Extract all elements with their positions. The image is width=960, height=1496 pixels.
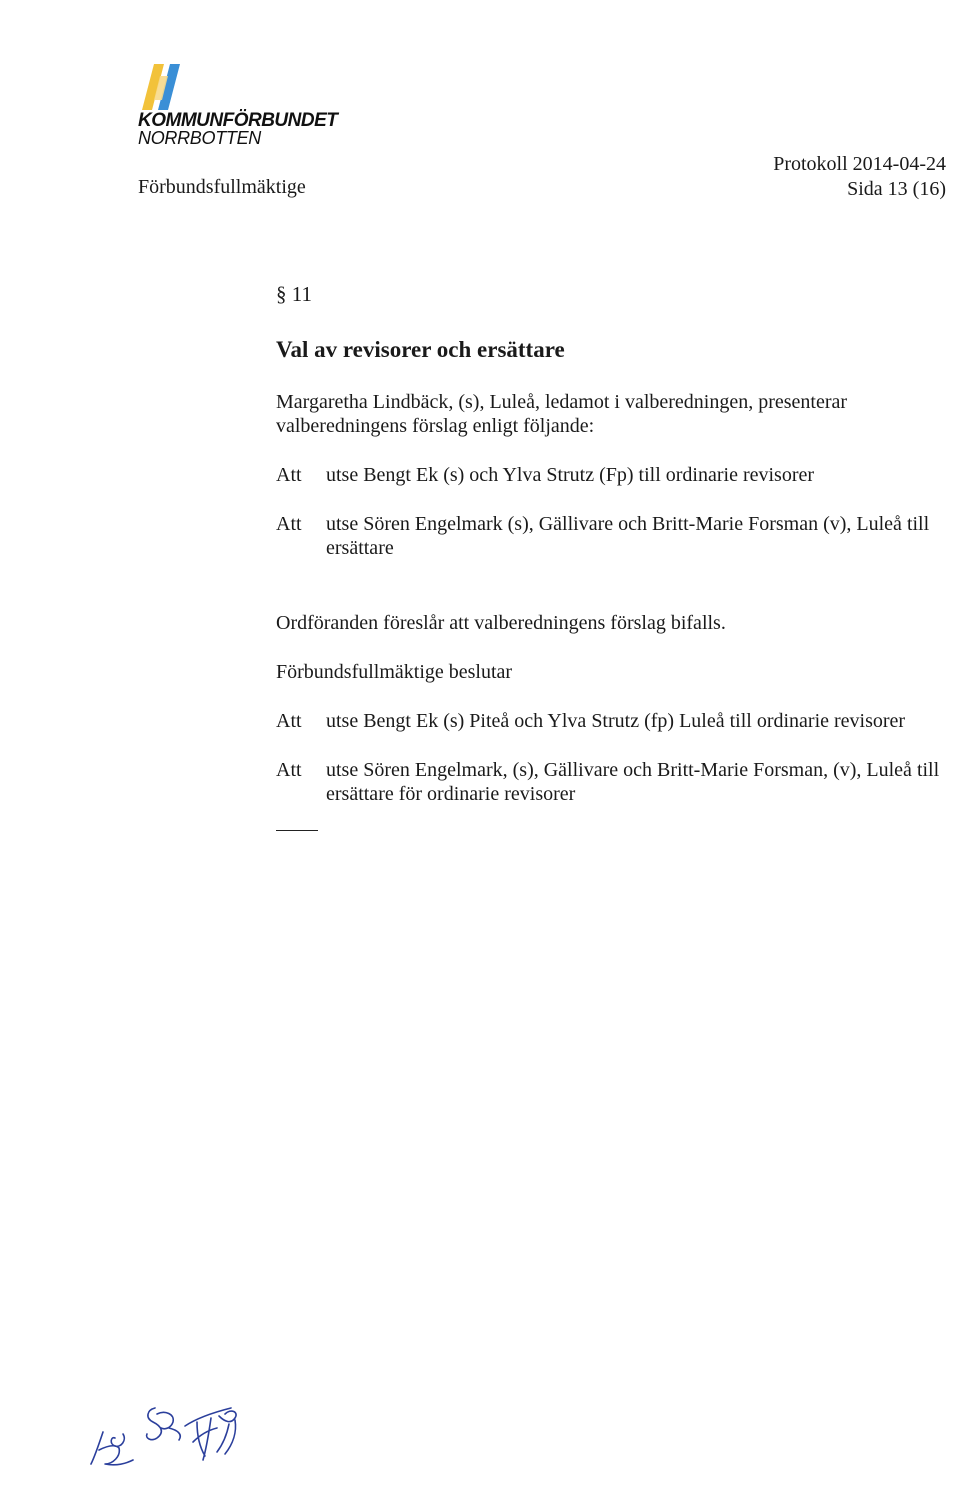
- end-rule: [276, 830, 318, 831]
- signature-initials: [85, 1398, 265, 1472]
- decision-text: utse Bengt Ek (s) Piteå och Ylva Strutz (fp) Luleå till ordinarie revisorer: [326, 710, 906, 732]
- logo-mark-icon: [140, 62, 190, 114]
- section-number: § 11: [276, 282, 312, 306]
- proposal-keyword: Att: [276, 464, 302, 486]
- decision-keyword: Att: [276, 759, 302, 781]
- proposal-keyword: Att: [276, 513, 302, 535]
- logo-region-name: NORRBOTTEN: [138, 128, 262, 148]
- decision-text: utse Sören Engelmark, (s), Gällivare och Britt-Marie Forsman, (v), Luleå till ersättare för ordinarie revisorer: [326, 759, 940, 805]
- decision-row: [276, 758, 960, 806]
- page-number: Sida 13 (16): [847, 178, 946, 200]
- intro-paragraph: Margaretha Lindbäck, (s), Luleå, ledamot i valberedningen, presenterar valberedningens förslag enligt följande:: [276, 391, 848, 437]
- proposal-row: [276, 463, 960, 487]
- protocol-meta: [773, 152, 946, 202]
- protocol-date: Protokoll 2014-04-24: [773, 153, 946, 175]
- section-title: Val av revisorer och ersättare: [276, 337, 565, 362]
- organ-name: Förbundsfullmäktige: [138, 176, 306, 198]
- proposal-text: utse Sören Engelmark (s), Gällivare och Britt-Marie Forsman (v), Luleå till ersättare: [326, 513, 930, 559]
- decision-keyword: Att: [276, 710, 302, 732]
- proposal-text: utse Bengt Ek (s) och Ylva Strutz (Fp) till ordinarie revisorer: [326, 464, 815, 486]
- decision-intro: Förbundsfullmäktige beslutar: [276, 661, 513, 683]
- proposal-row: [276, 512, 960, 560]
- chair-statement: Ordföranden föreslår att valberedningens förslag bifalls.: [276, 612, 726, 634]
- decision-row: [276, 709, 960, 733]
- logo-org-name: KOMMUNFÖRBUNDET: [138, 110, 338, 131]
